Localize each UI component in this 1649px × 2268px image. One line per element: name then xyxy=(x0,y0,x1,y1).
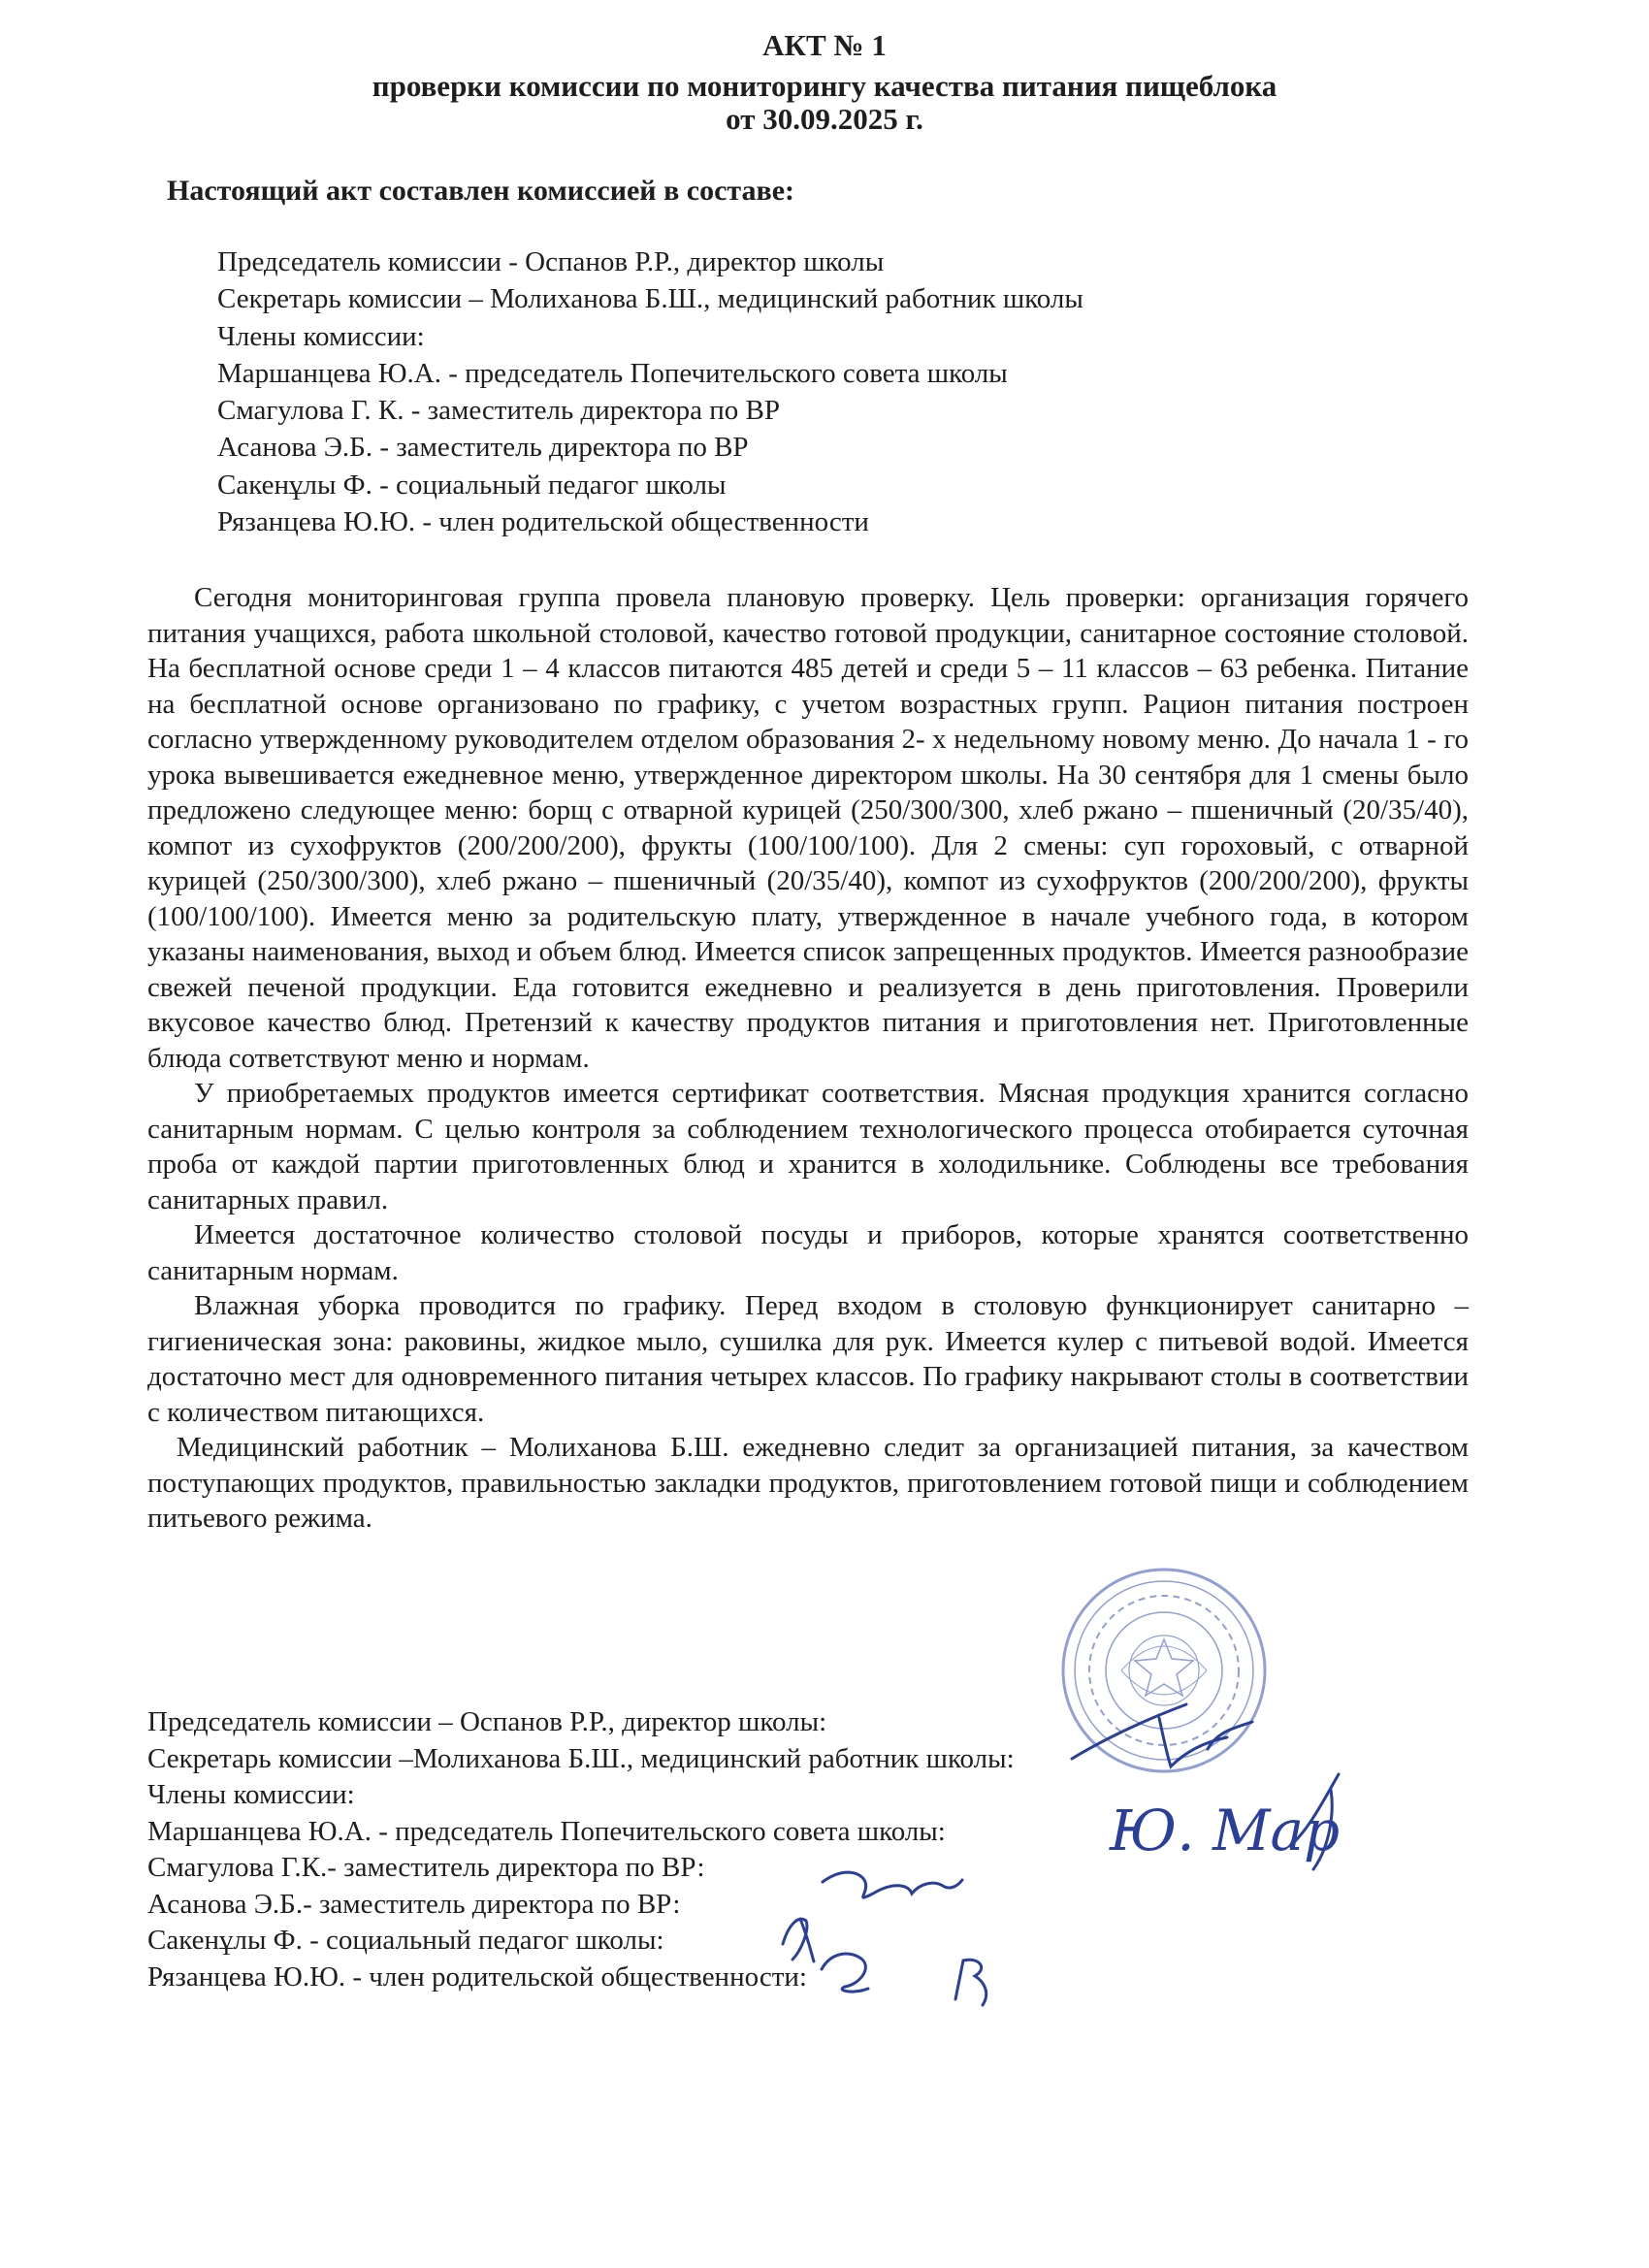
signature-marshantseva xyxy=(1106,1761,1348,1887)
commission-member: Маршанцева Ю.А. - председатель Попечительского совета школы xyxy=(217,357,1008,389)
signature-asanova-sakenuly xyxy=(771,1901,888,2008)
document-date: от 30.09.2025 г. xyxy=(726,102,923,136)
commission-members-label: Члены комиссии: xyxy=(217,320,425,352)
commission-list xyxy=(217,243,1083,540)
document-title: АКТ № 1 xyxy=(762,28,887,62)
signature-line-member: Маршанцева Ю.А. - председатель Попечительского совета школы: xyxy=(147,1815,946,1847)
commission-secretary: Секретарь комиссии – Молиханова Б.Ш., медицинский работник школы xyxy=(217,283,1083,315)
signature-ryazantseva xyxy=(946,1955,1004,2013)
svg-text:Ю. Мар: Ю. Мар xyxy=(1110,1798,1341,1863)
document-subtitle: проверки комиссии по мониторингу качества питания пищеблока xyxy=(372,69,1277,103)
paragraph-inspection: Сегодня мониторинговая группа провела плановую проверку. Цель проверки: организация горячего питания учащихся, работа школьной столовой, качество готовой продукции, санитарное состояние столовой. На бесплатной основе среди 1 – 4 классов питаются 485 детей и среди 5 – 11 классов – 63 ребенка. Питание на бесплатной основе организовано по графику, с учетом возрастных групп. Рацион питания построен согласно утвержденному руководителем отделом образования 2- х недельному новому меню. До начала 1 - го урока вывешивается ежедневное меню, утвержденное директором школы. На 30 сентября для 1 смены было предложено следующее меню: борщ с отварной курицей (250/300/300, хлеб ржано – пшеничный (20/35/40), компот из сухофруктов (200/200/200), фрукты (100/100/100). Для 2 смены: суп гороховый, с отварной курицей (250/300/300), хлеб ржано – пшеничный (20/35/40), компот из сухофруктов (200/200/200), фрукты (100/100/100). Имеется меню за родительскую плату, утвержденное в начале учебного года, в котором указаны наименования, выход и объем блюд. Имеется список запрещенных продуктов. Имеется разнообразие свежей печеной продукции. Еда готовится ежедневно и реализуется в день приготовления. Проверили вкусовое качество блюд. Претензий к качеству продуктов питания и приготовления нет. Приготовленные блюда сответствуют меню и нормам. xyxy=(147,582,1469,1074)
report-body xyxy=(147,580,1469,1537)
signature-line-secretary: Секретарь комиссии –Молиханова Б.Ш., медицинский работник школы: xyxy=(147,1742,1015,1774)
signature-line-chair: Председатель комиссии – Оспанов Р.Р., директор школы: xyxy=(147,1706,827,1737)
paragraph-tableware: Имеется достаточное количество столовой посуды и приборов, которые хранятся соответственно санитарным нормам. xyxy=(147,1219,1469,1286)
commission-chair: Председатель комиссии - Оспанов Р.Р., директор школы xyxy=(217,246,885,277)
intro-heading: Настоящий акт составлен комиссией в составе: xyxy=(167,175,795,207)
paragraph-products: У приобретаемых продуктов имеется сертификат соответствия. Мясная продукция хранится согласно санитарным нормам. С целью контроля за соблюдением технологического процесса отобирается суточная проба от каждой партии приготовленных блюд и хранится в холодильнике. Соблюдены все требования санитарных правил. xyxy=(147,1078,1469,1215)
signature-line-member: Сакенұлы Ф. - социальный педагог школы: xyxy=(147,1925,664,1956)
paragraph-medical: Медицинский работник – Молиханова Б.Ш. ежедневно следит за организацией питания, за качеством поступающих продуктов, правильностью закладки продуктов, приготовлением готовой пищи и соблюдением питьевого режима. xyxy=(147,1432,1469,1534)
paragraph-cleaning: Влажная уборка проводится по графику. Перед входом в столовую функционирует санитарно – гигиеническая зона: раковины, жидкое мыло, сушилка для рук. Имеется кулер с питьевой водой. Имеется достаточно мест для одновременного питания четырех классов. По графику накрывают столы в соответствии с количеством питающихся. xyxy=(147,1290,1469,1428)
signature-line-member: Асанова Э.Б.- заместитель директора по ВР: xyxy=(147,1888,681,1920)
signature-members-label: Члены комиссии: xyxy=(147,1779,355,1810)
signature-line-member: Смагулова Г.К.- заместитель директора по ВР: xyxy=(147,1852,705,1883)
commission-member: Рязанцева Ю.Ю. - член родительской общественности xyxy=(217,506,869,538)
commission-member: Сакенұлы Ф. - социальный педагог школы xyxy=(217,469,727,501)
commission-member: Смагулова Г. К. - заместитель директора по ВР xyxy=(217,395,780,427)
commission-member: Асанова Э.Б. - заместитель директора по ВР xyxy=(217,432,749,464)
signature-line-member: Рязанцева Ю.Ю. - член родительской общественности: xyxy=(147,1960,807,1993)
